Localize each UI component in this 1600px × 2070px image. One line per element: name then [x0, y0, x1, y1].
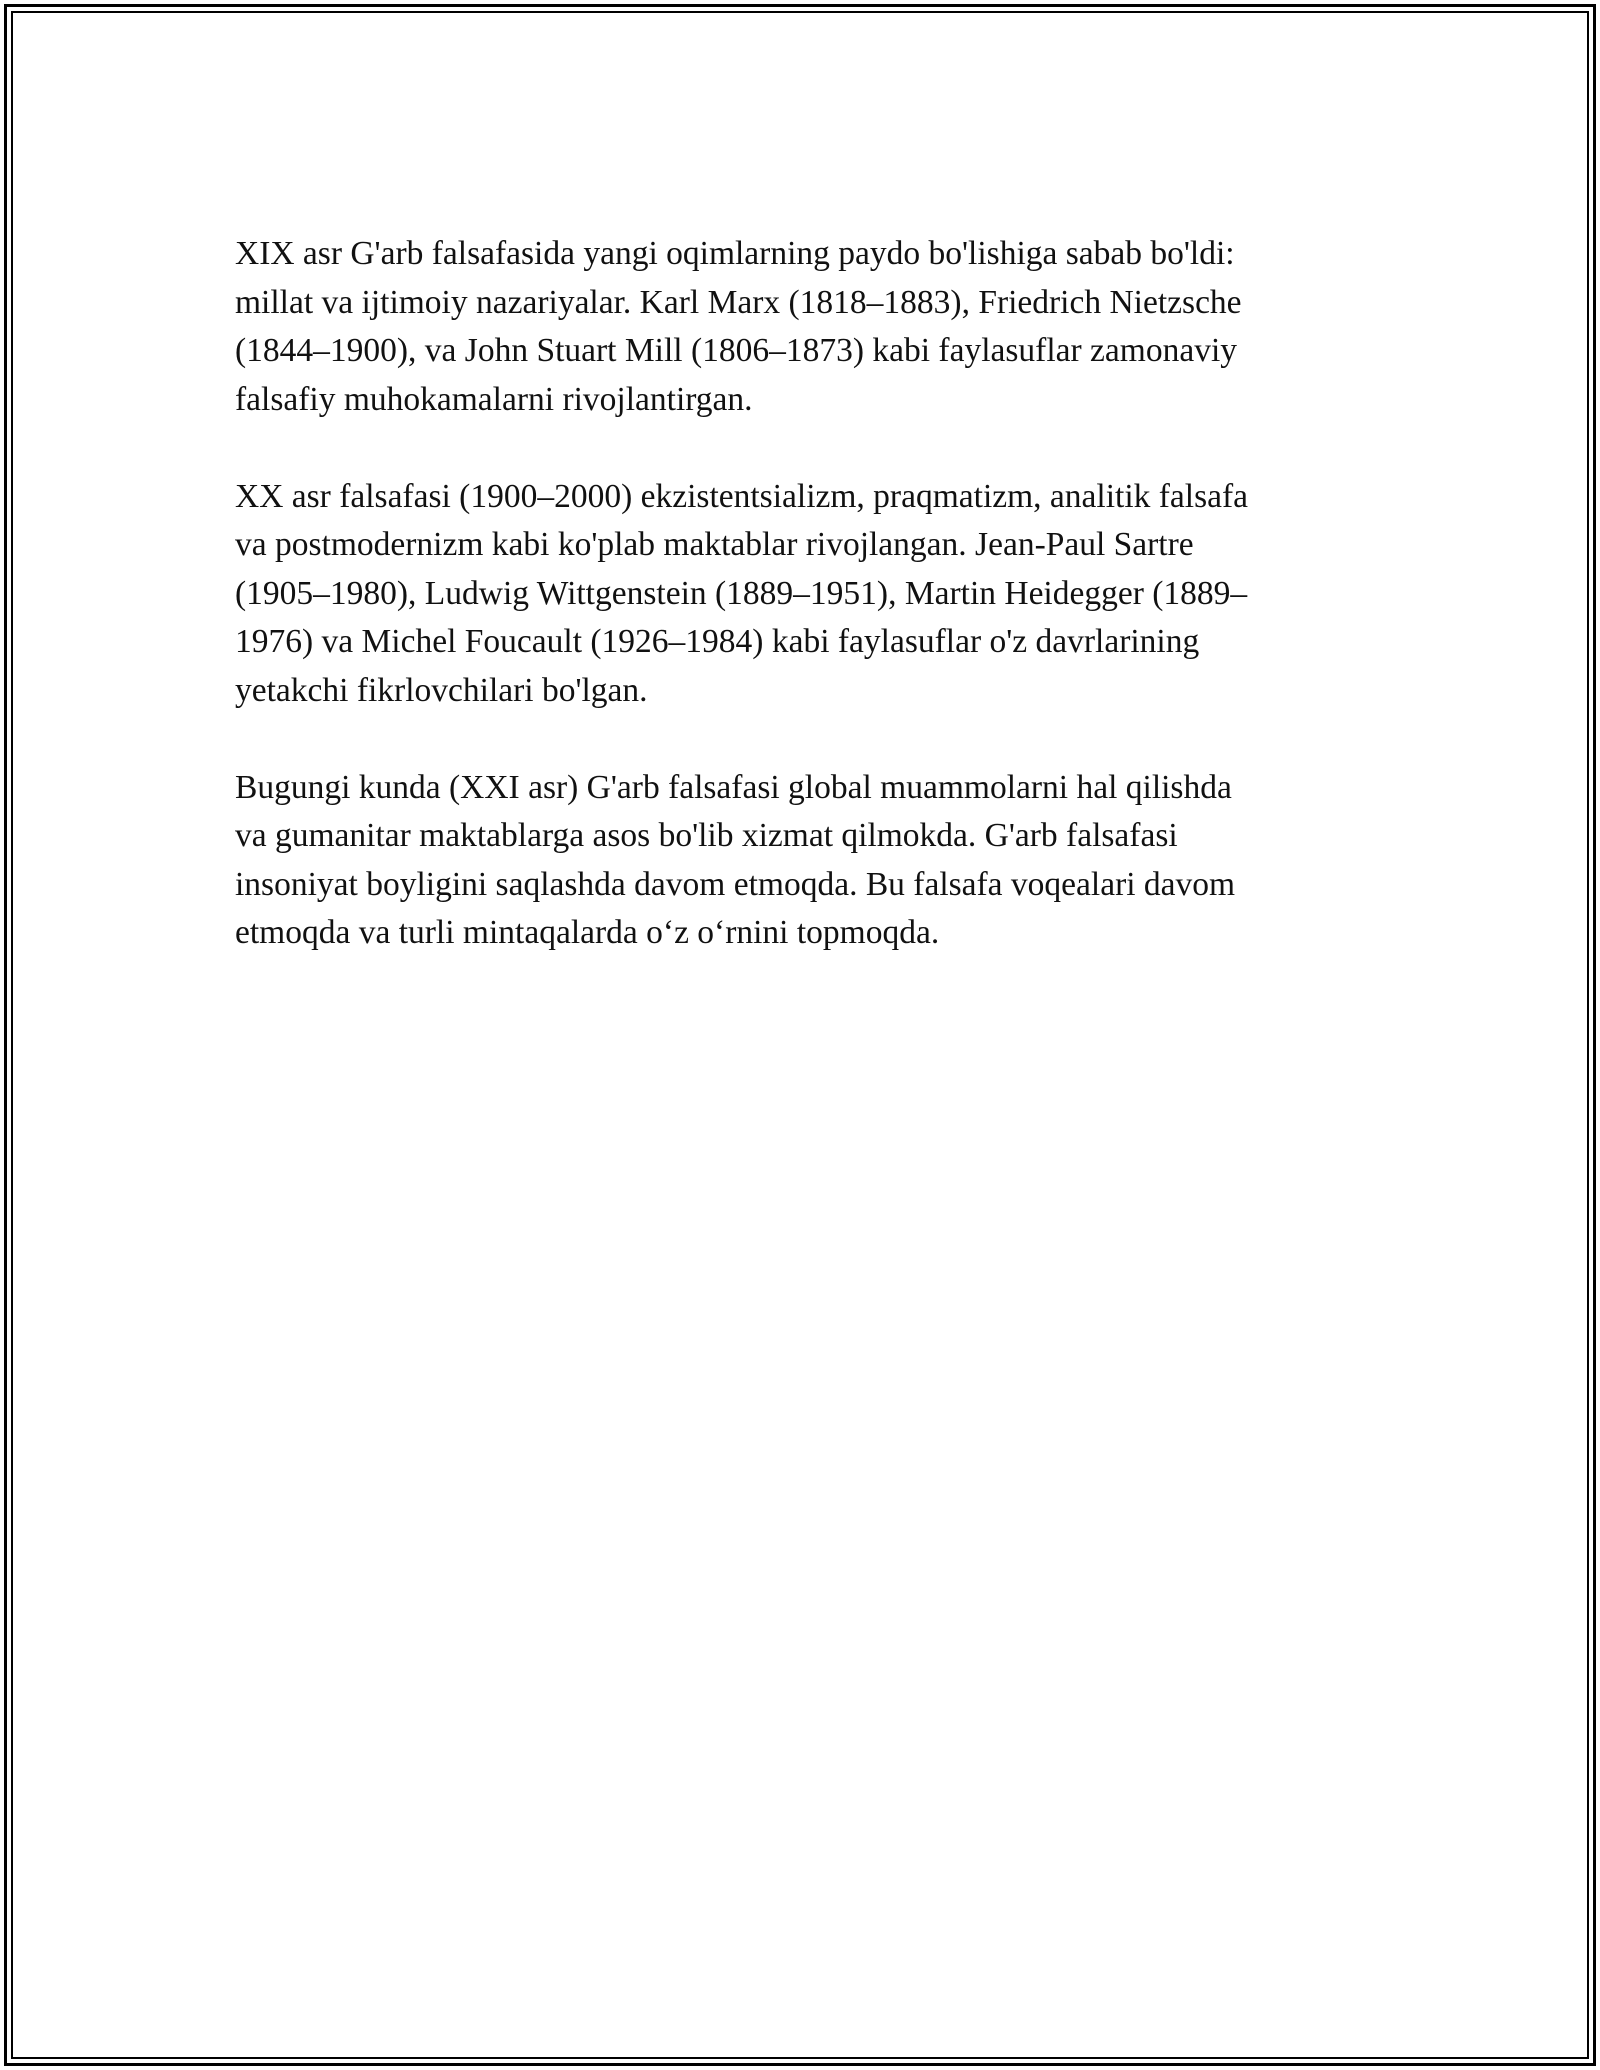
- text-line: va gumanitar maktablarga asos bo'lib xizmat qilmokda. G'arb falsafasi: [235, 817, 1178, 854]
- text-line: etmoqda va turli mintaqalarda oʻz oʻrnini topmoqda.: [235, 914, 940, 951]
- text-line: (1844–1900), va John Stuart Mill (1806–1873) kabi faylasuflar zamonaviy: [235, 332, 1238, 369]
- paragraph-21st-century: [235, 764, 1365, 958]
- text-line: Bugungi kunda (XXI asr) G'arb falsafasi global muammolarni hal qilishda: [235, 768, 1232, 806]
- paragraph-19th-century: [235, 230, 1365, 424]
- text-line: 1976) va Michel Foucault (1926–1984) kabi faylasuflar o'z davrlarining: [235, 623, 1200, 660]
- text-line: (1905–1980), Ludwig Wittgenstein (1889–1951), Martin Heidegger (1889–: [235, 574, 1248, 612]
- text-line: millat va ijtimoiy nazariyalar. Karl Marx (1818–1883), Friedrich Nietzsche: [235, 283, 1242, 321]
- text-line: XIX asr G'arb falsafasida yangi oqimlarning paydo bo'lishiga sabab bo'ldi:: [235, 235, 1235, 272]
- text-line: insoniyat boyligini saqlashda davom etmoqda. Bu falsafa voqealari davom: [235, 865, 1236, 903]
- paragraph-20th-century: [235, 473, 1365, 716]
- text-line: XX asr falsafasi (1900–2000) ekzistentsializm, praqmatizm, analitik falsafa: [235, 477, 1249, 515]
- text-line: yetakchi fikrlovchilari bo'lgan.: [235, 671, 648, 709]
- document-body: [235, 230, 1365, 1006]
- text-line: va postmodernizm kabi ko'plab maktablar rivojlangan. Jean-Paul Sartre: [235, 526, 1194, 563]
- text-line: falsafiy muhokamalarni rivojlantirgan.: [235, 380, 753, 418]
